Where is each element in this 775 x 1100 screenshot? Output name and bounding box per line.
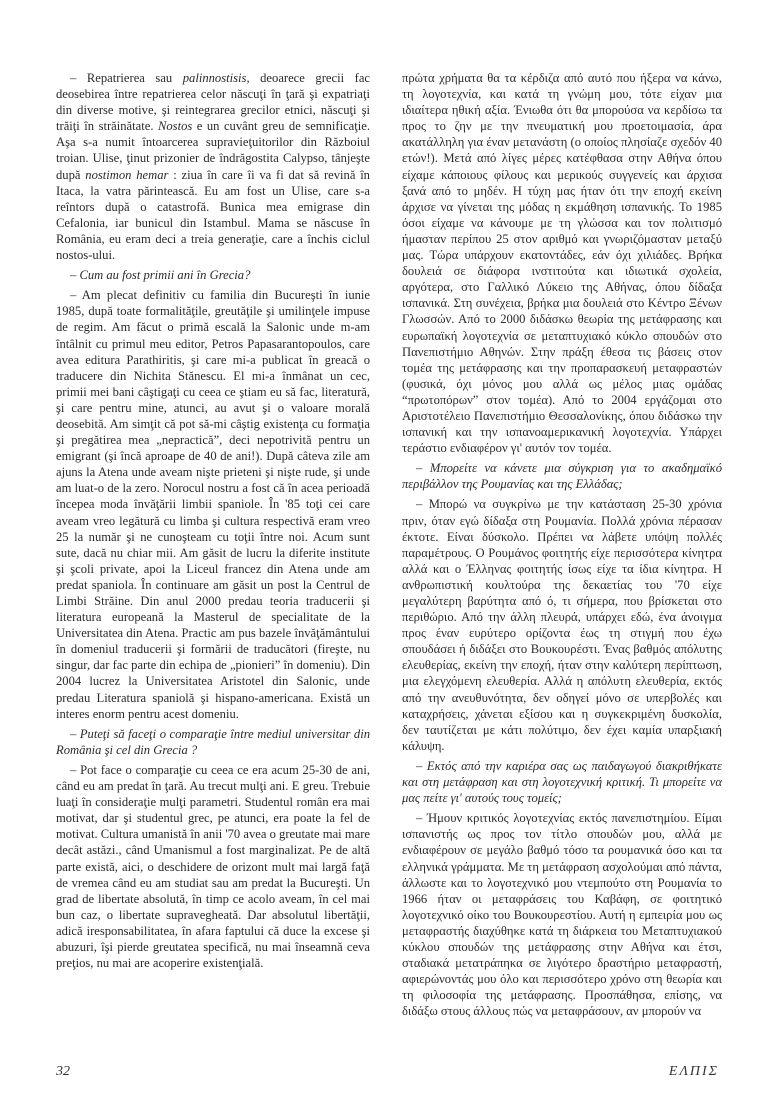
paragraph: πρώτα χρήματα θα τα κέρδιζα από αυτό που ήξερα να κάνω, τη λογοτεχνία, και κατά τη γνώμη μου, τότε είχαν μια ιδιαίτερα ηθική αξία. Ένιωθα ότι θα μπορούσα να κερδίσω τα προς το ζην με την πνευματική μου προετοιμασία, άρα ακατάλληλη για έναν μετανάστη (ο οποίος πλησίαζε σχεδόν 40 ετών!). Μετά από λίγες μέρες κατέφθασα στην Αθήνα όπου είχαμε κάποιους φίλους και μερικούς συγγενείς και άρχισα ξανά από το μηδέν. Η τύχη μας ήταν ότι την εποχή εκείνη άρχισε να γίνεται της μόδας η εκμάθηση ισπανικής. Το 1985 όσοι είχαμε να κάνουμε με τη γλώσσα και τον πολιτισμό ήμασταν περίπου 25 στον αριθμό και γνωριζόμασταν μεταξύ μας. Τώρα υπάρχουν εκατοντάδες, εάν όχι χιλιάδες. Βρήκα δουλειά σε διάφορα ινστιτούτα και ιδιωτικά σχολεία, αργότερα, στο Γαλλικό Λύκειο της Αθήνας, όπου δίδαξα ισπανικά. Στη συνέχεια, βρήκα μια δουλειά στο Κέντρο Ξένων Γλωσσών. Από το 2000 διδάσκω θεωρία της μετάφρασης και ευρωπαϊκή λογοτεχνία σε μεταπτυχιακό κύκλο σπουδών στο Πανεπιστήμιο Αθηνών. Στην πράξη έθεσα τις βάσεις στον τομέα της μετάφρασης και την προπαρασκευή μεταφραστών (φυσικά, όχι μόνος μου αλλά ως μέλος μιας ομάδας “πρωτοπόρων” στον τομέα). Από το 2004 εργάζομαι στο Αριστοτέλειο Πανεπιστήμιο Θεσσαλονίκης, όπου διδάσκω την ισπανική και την ισπανοαμερικανική λογοτεχνία. Υπάρχει τεράστιο ενδιαφέρον γι' αυτόν τον τομέα. xyxy=(402,71,722,456)
paragraph: – Am plecat definitiv cu familia din Bucureşti în iunie 1985, după toate formalităţile, greutăţile şi umilinţele impuse de regim. Am făcut o primă escală la Salonic unde m-am întâlnit cu primul meu editor, Petros Papasarantopoulos, care avea editura Parathiritis, şi care mi-a publicat în greacă o traducere din Nichita Stănescu. El mi-a înmânat un cec, primii mei bani câştigaţi cu ceea ce ştiam eu să fac, literatură, şi care pentru mine, atunci, au avut şi o valoare morală deosebită. Am simţit că pot să-mi câştig existenţa cu formaţia şi pregătirea mea „nepractică”, deci nepotrivită pentru un emigrant (şi încă aproape de 40 de ani!). După câteva zile am ajuns la Atena unde aveam nişte prieteni şi nişte rude, şi unde am luat-o de la zero. Norocul nostru a fost că în acea perioadă începea moda învăţării limbii spaniole. În '85 toţi cei care aveam vreo legătură cu limba şi cultura respectivă eram vreo 25 la număr şi ne cunoşteam cu toţii între noi. Acum sunt sute, dacă nu chiar mii. Am găsit de lucru la diferite institute şi şcoli private, apoi la Liceul francez din Atena unde am predat spaniola. În continuare am găsit un post la Centrul de Limbi Străine. Din anul 2000 predau teoria traducerii şi literatura europeană la Masterul de specialitate de la Universitatea din Atena. Practic am pus bazele învăţământului în domeniul traducerii şi formării de traducători (fireşte, nu singur, dar fac parte din echipa de „pionieri” în domeniu). Din 2004 lucrez la Universitatea Aristotel din Salonic, unde predau Literatura spaniolă şi hispano-americana. Există un interes enorm pentru acest domeniu. xyxy=(56,288,370,721)
paragraph: – Repatrierea sau palinnostisis, deoarece grecii fac deosebirea între repatrierea celor născuţi în ţară şi expatriaţi din diverse motive, şi reintegrarea grecilor etnici, născuţi şi trăiţi în străinătate. Nostos e un cuvânt greu de semnificaţie. Aşa s-a numit întoarcerea supravieţuitorilor din Războiul troian. Ulise, ţinut prizonier de îndrăgostita Calypso, tânjeşte după nostimon hemar : ziua în care îi va fi dat să revină în Itaca, la vatra părintească. Eu am fost un Ulise, care s-a reîntors după o catastrofă. Bunica mea emigrase din Cefalonia, iar bunicul din Istambul. Mama se născuse în România, eu eram deci a treia generaţie, care a închis ciclul nostos-ului. xyxy=(56,71,370,263)
interview-question: – Μπορείτε να κάνετε μια σύγκριση για το ακαδημαϊκό περιβάλλον της Ρουμανίας και της Ελλάδας; xyxy=(402,461,722,492)
paragraph: – Pot face o comparaţie cu ceea ce era acum 25-30 de ani, când eu am predat în ţară. Au trecut mulţi ani. E greu. Trebuie luaţi în consideraţie mulţi parametri. Studentul român era mai motivat, dar şi studentul grec, pe atunci, era poate la fel de motivat. Cultura umanistă în anii '70 avea o greutate mai mare decât astăzi., când Umanismul a fost marginalizat. Pe de altă parte există, aici, o deschidere de orizont mult mai largă faţă de vremea când eu am studiat sau am predat la Bucureşti. Un grad de libertate absolută, în timp ce acolo aveam, în cel mai bun caz, o libertate supravegheată. Dar absolutul libertăţii, adică iresponsabilitatea, în afara faptului că duce la excese şi abuzuri, îşi pierde greutatea specifică, nu mai înseamnă ceva preţios, nu mai are acoperire existenţială. xyxy=(56,762,370,971)
paragraph: – Ήμουν κριτικός λογοτεχνίας εκτός πανεπιστημίου. Είμαι ισπανιστής ως προς τον τίτλο σπουδών μου, αλλά με ενδιαφέρουν σε μεγάλο βαθμό τόσο τα ρουμανικά όσο και τα ελληνικά γράμματα. Με τη μετάφραση ασχολούμαι από πάντα, άλλωστε και το λογοτεχνικό μου ντεμπούτο στη Ρουμανία το 1966 ήταν οι μεταφράσεις του Καβάφη, σε φοιτητικό λογοτεχνικό οίκο του Βουκουρεστίου. Αυτή η εμπειρία μου ως μεταφραστής διαχύθηκε κατά τη διάρκεια του Μεταπτυχιακού κύκλου σπουδών της μετάφρασης στην Αθήνα και έτσι, σταδιακά μετατράπηκα σε λιγότερο δραστήριο μεταφραστή, αφιερώνοντάς μου όλο και περισσότερο χρόνο στη θεωρία και τη φιλοσοφία της μετάφρασης. Προσπάθησα, επίσης, να διδάξω στους άλλους πώς να μεταφράσουν, αν μπορούν να xyxy=(402,811,722,1019)
left-column xyxy=(56,70,370,971)
interview-question: – Cum au fost primii ani în Grecia? xyxy=(70,268,251,283)
journal-name: ΕΛΠΙΣ xyxy=(668,1064,719,1079)
page-number: 32 xyxy=(56,1064,70,1079)
interview-question: – Εκτός από την καριέρα σας ως παιδαγωγού διακριθήκατε και στη μετάφραση και στη λογοτεχνική κριτική. Τι μπορείτε να μας πείτε γι' αυτούς τους τομείς; xyxy=(402,758,722,806)
right-column xyxy=(402,70,722,1019)
interview-question: – Puteţi să faceţi o comparaţie între mediul universitar din România şi cel din Grecia ? xyxy=(56,726,370,757)
paragraph: – Μπορώ να συγκρίνω με την κατάσταση 25-30 χρόνια πριν, όταν εγώ δίδαξα στη Ρουμανία. Πολλά χρόνια πέρασαν έκτοτε. Είναι δύσκολο. Πρέπει να λάβετε υπόψη πολλές παραμέτρους. Ο Ρουμάνος φοιτητής είχε περισσότερα κίνητρα αλλά και ο Έλληνας φοιτητής ίσως είχε τα ίδια κίνητρα. Η ανθρωπιστική κουλτούρα της δεκαετίας του '70 είχε μεγαλύτερη βαρύτητα από ό, τι σήμερα, που βρίσκεται στο περιθώριο. Από την άλλη πλευρά, υπάρχει εδώ, ένα άνοιγμα προς έναν ευρύτερο ορίζοντα έως τη στιγμή που έχω σπουδάσει ή διδάξει στο Βουκουρέστι. Ένας βαθμός απόλυτης ελευθερίας, εκείνη την εποχή, ήταν στην καλύτερη περίπτωση, μια ελεγχόμενη ελευθερία. Αλλά η απόλυτη ελευθερία, εκτός από την ανευθυνότητα, δεν οδηγεί μόνο σε υπερβολές και καταχρήσεις, χάνεται εξίσου και η συγκεκριμένη δυσκολία, δεν ταυτίζεται με κάτι πολύτιμο, δεν έχει καμία υπαρξιακή κάλυψη. xyxy=(402,497,722,753)
